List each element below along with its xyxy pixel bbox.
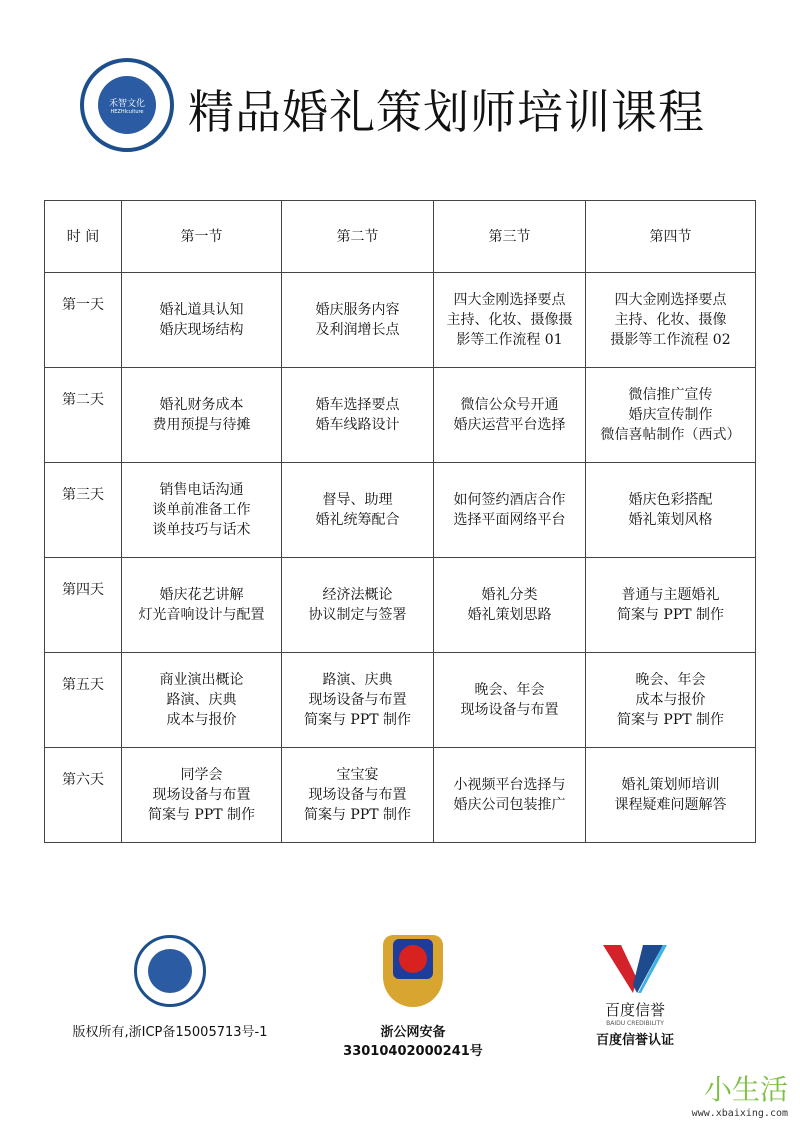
course-cell <box>282 463 434 558</box>
day-label: 第六天 <box>45 748 122 843</box>
course-line: 谈单前准备工作 <box>152 502 251 518</box>
course-cell <box>586 463 756 558</box>
course-line: 晚会、年会 <box>474 682 545 698</box>
baidu-v-icon <box>603 945 667 995</box>
course-line: 谈单技巧与话术 <box>152 522 251 538</box>
course-cell <box>434 558 586 653</box>
day-label: 第五天 <box>45 653 122 748</box>
course-line: 课程疑难问题解答 <box>614 797 727 813</box>
course-cell <box>282 748 434 843</box>
course-cell <box>122 463 282 558</box>
course-line: 简案与 PPT 制作 <box>616 712 725 728</box>
course-line: 婚礼策划风格 <box>628 512 713 528</box>
column-header: 第二节 <box>282 201 434 273</box>
course-line: 婚礼策划师培训 <box>621 777 720 793</box>
course-cell <box>434 463 586 558</box>
course-line: 商业演出概论 <box>159 672 244 688</box>
course-cell <box>586 273 756 368</box>
course-line: 婚庆现场结构 <box>159 322 244 338</box>
police-text: 浙公网安备 33010402000241号 <box>343 1025 483 1059</box>
course-line: 微信公众号开通 <box>460 397 559 413</box>
table-row <box>45 748 756 843</box>
course-line: 婚礼财务成本 <box>159 397 244 413</box>
course-line: 简案与 PPT 制作 <box>147 807 256 823</box>
course-line: 婚庆公司包装推广 <box>453 797 566 813</box>
course-line: 选择平面网络平台 <box>453 512 566 528</box>
course-line: 婚礼策划思路 <box>467 607 552 623</box>
course-line: 婚礼分类 <box>481 587 538 603</box>
course-line: 主持、化妆、摄像 <box>614 312 727 328</box>
course-line: 婚庆运营平台选择 <box>453 417 566 433</box>
course-cell <box>122 273 282 368</box>
course-cell <box>586 368 756 463</box>
course-line: 同学会 <box>180 767 223 783</box>
company-logo <box>80 58 174 152</box>
course-line: 督导、助理 <box>322 492 393 508</box>
course-cell <box>434 653 586 748</box>
schedule-table <box>44 200 756 843</box>
table-row <box>45 368 756 463</box>
course-line: 灯光音响设计与配置 <box>138 607 265 623</box>
company-logo-small <box>134 935 206 1007</box>
course-cell <box>282 273 434 368</box>
course-cell <box>586 558 756 653</box>
watermark-url: www.xbaixing.com <box>691 1108 788 1119</box>
baidu-logo-text: 百度信誉 <box>604 1001 665 1019</box>
course-line: 普通与主题婚礼 <box>621 587 720 603</box>
footer-baidu <box>580 945 690 1048</box>
course-cell <box>122 653 282 748</box>
course-line: 现场设备与布置 <box>308 692 407 708</box>
table-row <box>45 273 756 368</box>
table-row <box>45 463 756 558</box>
column-header: 时 间 <box>45 201 122 273</box>
course-line: 婚礼道具认知 <box>159 302 244 318</box>
table-row <box>45 653 756 748</box>
course-line: 微信喜帖制作（西式） <box>600 427 741 443</box>
footer-police <box>318 935 508 1059</box>
baidu-text: 百度信誉认证 <box>595 1033 674 1048</box>
course-line: 影等工作流程 01 <box>456 332 563 348</box>
course-line: 四大金刚选择要点 <box>614 292 727 308</box>
day-label: 第二天 <box>45 368 122 463</box>
course-line: 宝宝宴 <box>336 767 379 783</box>
course-cell <box>434 748 586 843</box>
column-header: 第三节 <box>434 201 586 273</box>
course-line: 四大金刚选择要点 <box>453 292 566 308</box>
course-line: 销售电话沟通 <box>159 482 244 498</box>
table-row <box>45 558 756 653</box>
course-cell <box>122 748 282 843</box>
day-label: 第一天 <box>45 273 122 368</box>
column-header: 第一节 <box>122 201 282 273</box>
course-line: 简案与 PPT 制作 <box>303 807 412 823</box>
course-line: 路演、庆典 <box>166 692 237 708</box>
course-line: 婚庆宣传制作 <box>628 407 713 423</box>
course-line: 成本与报价 <box>635 692 706 708</box>
course-line: 主持、化妆、摄像摄 <box>446 312 573 328</box>
watermark <box>692 1068 788 1119</box>
course-line: 如何签约酒店合作 <box>453 492 566 508</box>
course-line: 婚庆花艺讲解 <box>159 587 244 603</box>
course-cell <box>282 558 434 653</box>
course-cell <box>434 273 586 368</box>
course-line: 婚车线路设计 <box>315 417 400 433</box>
course-line: 成本与报价 <box>166 712 237 728</box>
course-cell <box>282 368 434 463</box>
course-line: 婚车选择要点 <box>315 397 400 413</box>
course-line: 及利润增长点 <box>315 322 400 338</box>
course-line: 费用预提与待摊 <box>152 417 251 433</box>
page-title: 精品婚礼策划师培训课程 <box>188 85 705 139</box>
course-cell <box>122 558 282 653</box>
course-line: 经济法概论 <box>322 587 393 603</box>
day-label: 第四天 <box>45 558 122 653</box>
baidu-logo-en: BAIDU CREDIBILITY <box>606 1020 664 1027</box>
course-line: 摄影等工作流程 02 <box>610 332 731 348</box>
column-header: 第四节 <box>586 201 756 273</box>
course-cell <box>282 653 434 748</box>
course-cell <box>586 748 756 843</box>
course-line: 婚庆服务内容 <box>315 302 400 318</box>
course-line: 协议制定与签署 <box>308 607 407 623</box>
course-cell <box>434 368 586 463</box>
copyright-text: 版权所有,浙ICP备15005713号-1 <box>72 1025 268 1040</box>
course-line: 现场设备与布置 <box>308 787 407 803</box>
logo-text: 禾智文化 <box>108 98 145 109</box>
course-line: 婚礼统筹配合 <box>315 512 400 528</box>
course-line: 微信推广宣传 <box>628 387 713 403</box>
course-line: 现场设备与布置 <box>460 702 559 718</box>
course-line: 简案与 PPT 制作 <box>303 712 412 728</box>
logo-text-en: HEZHIculture <box>110 108 144 115</box>
course-line: 晚会、年会 <box>635 672 706 688</box>
course-cell <box>122 368 282 463</box>
course-cell <box>586 653 756 748</box>
course-line: 小视频平台选择与 <box>453 777 566 793</box>
course-line: 简案与 PPT 制作 <box>616 607 725 623</box>
watermark-text: 小生活 <box>703 1073 788 1106</box>
course-line: 现场设备与布置 <box>152 787 251 803</box>
day-label: 第三天 <box>45 463 122 558</box>
course-line: 路演、庆典 <box>322 672 393 688</box>
police-badge-icon <box>383 935 443 1007</box>
footer-copyright <box>70 935 270 1040</box>
course-line: 婚庆色彩搭配 <box>628 492 713 508</box>
